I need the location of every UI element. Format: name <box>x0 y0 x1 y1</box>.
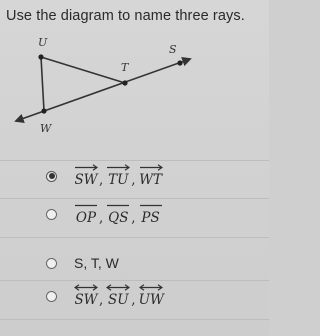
option-2-terms <box>74 202 163 226</box>
term-label: WT <box>139 172 163 188</box>
comma-separator: , <box>131 210 136 226</box>
answer-option-2[interactable] <box>46 202 256 226</box>
ray-symbol <box>106 164 130 171</box>
term-label: SU <box>107 292 129 308</box>
notation-term <box>74 284 98 308</box>
segment-symbol <box>106 202 130 209</box>
segment-ut <box>41 57 125 83</box>
radio-button[interactable] <box>46 258 57 269</box>
divider <box>0 280 269 281</box>
comma-separator: , <box>131 172 136 188</box>
divider <box>0 237 269 238</box>
line-symbol <box>74 284 98 291</box>
term-label: OP <box>75 210 97 226</box>
line-symbol <box>106 284 130 291</box>
geometry-diagram <box>0 24 269 144</box>
divider <box>0 319 269 320</box>
segment-symbol <box>139 202 163 209</box>
segment-uw <box>41 57 44 111</box>
answer-option-4[interactable] <box>46 284 256 308</box>
comma-separator: , <box>99 210 104 226</box>
term-label: TU <box>108 172 129 188</box>
option-1-terms <box>74 164 163 188</box>
segment-symbol <box>74 202 98 209</box>
radio-button-selected[interactable] <box>46 171 57 182</box>
label-u: U <box>38 36 48 49</box>
ray-symbol <box>139 164 163 171</box>
notation-term <box>74 202 98 226</box>
notation-term <box>74 164 98 188</box>
divider <box>0 160 269 161</box>
label-w: W <box>40 122 52 135</box>
point-w <box>41 108 46 113</box>
point-t <box>122 80 127 85</box>
notation-term <box>139 164 163 188</box>
term-label: SW <box>74 172 98 188</box>
option-4-terms <box>74 284 164 308</box>
option-3-text: S, T, W <box>74 255 119 271</box>
line-symbol <box>139 284 163 291</box>
term-label: SW <box>74 292 98 308</box>
notation-term <box>106 284 130 308</box>
answer-option-1[interactable] <box>46 164 256 188</box>
answer-option-3[interactable] <box>46 251 256 275</box>
notation-term <box>139 202 163 226</box>
label-s: S <box>169 43 177 56</box>
question-text: Use the diagram to name three rays. <box>6 8 245 24</box>
term-label: UW <box>138 292 164 308</box>
divider <box>0 198 269 199</box>
comma-separator: , <box>99 172 104 188</box>
radio-button[interactable] <box>46 209 57 220</box>
comma-separator: , <box>131 292 136 308</box>
radio-button[interactable] <box>46 291 57 302</box>
comma-separator: , <box>99 292 104 308</box>
point-u <box>38 54 43 59</box>
term-label: PS <box>141 210 160 226</box>
notation-term <box>139 284 164 308</box>
point-s <box>177 60 182 65</box>
ray-symbol <box>74 164 98 171</box>
notation-term <box>106 202 130 226</box>
term-label: QS <box>108 210 129 226</box>
notation-term <box>106 164 130 188</box>
label-t: T <box>121 61 129 74</box>
